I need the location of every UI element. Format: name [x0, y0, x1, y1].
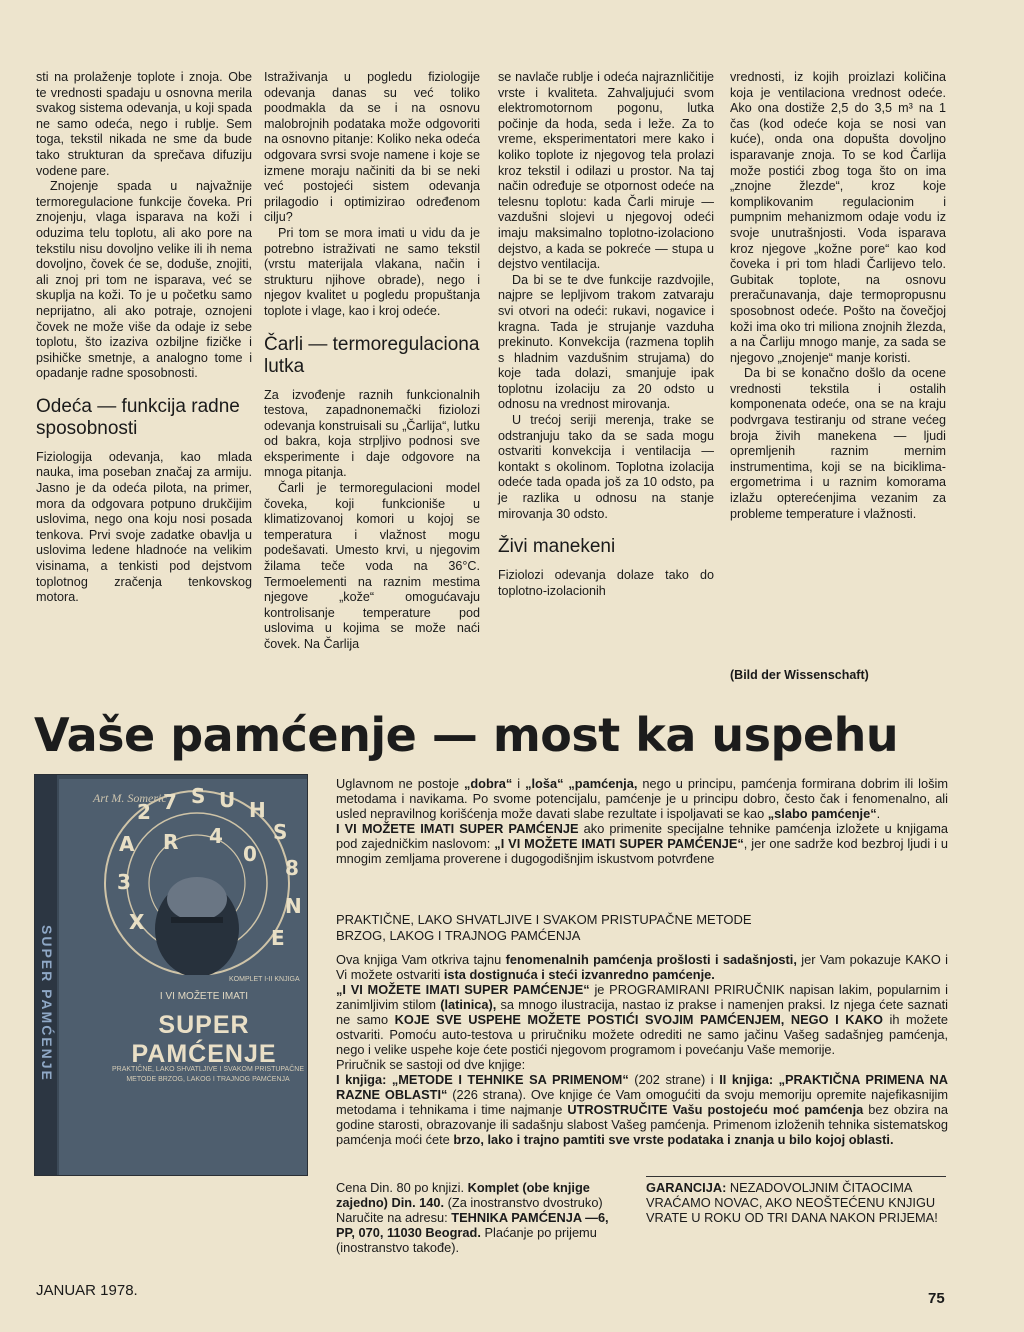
- guarantee-note: [646, 1180, 946, 1225]
- ad-headline: Vaše pamćenje — most ka uspehu: [34, 708, 899, 762]
- paragraph: sti na prolaženje toplote i znoja. Obe te vrednosti spadaju u osnovna merila svakog sistema odevanja, u koji spada ne samo odeća, nego i rublje. Sem toga, tekstil nikada ne sme da bude tako strukturan da sprečava difuziju vodene pare.: [36, 70, 252, 178]
- paragraph: Fiziolozi odevanja dolaze tako do toplotno-izolacionih: [498, 568, 714, 598]
- svg-text:0: 0: [243, 842, 257, 866]
- memory-head-illustration: [59, 779, 308, 975]
- text: Ova knjiga Vam otkriva tajnu: [336, 952, 506, 967]
- text: (202 strane) i: [628, 1072, 720, 1087]
- paragraph: U trećoj seriji merenja, trake se odstranjuju tako da se sada mogu ostvariti konvekcija i ventilacija — kontakt s okolinom. Toplotna izolacija odeće tada opada još za 10 odsto, pa je razlika u odnosu na stanje mirovanja 30 odsto.: [498, 413, 714, 521]
- section-heading: Odeća — funkcija radne sposobnosti: [36, 395, 240, 439]
- svg-text:2: 2: [137, 800, 151, 824]
- text: (Za inostranstvo dvostruko): [444, 1195, 603, 1210]
- text: i: [512, 776, 526, 791]
- book-tagline: PRAKTIČNE, LAKO SHVATLJIVE I SVAKOM PRISTUPAČNE METODE BRZOG, LAKOG I TRAJNOG PAMĆENJA: [111, 1066, 305, 1083]
- text: ih možete ostvariti. Pomoću auto-testova u priručniku možete odrediti ne samo jačinu Vašeg sadašnjeg pamćenja, nego i velike uspehe koje ćete postići njegovom programom i povećanju Vaše memorije.: [336, 1012, 948, 1057]
- book-title: SUPER PAMĆENJE: [131, 1011, 277, 1068]
- svg-text:4: 4: [209, 824, 223, 848]
- svg-text:7: 7: [163, 790, 177, 814]
- paragraph: se navlače rublje i odeća najraznličitije vrste i kvaliteta. Zahvaljujući svom elektromotornom pogonu, lutka počinje da hoda, seda i leže. Za to vreme, eksperimentatori mere kako i koliko toplote iz njegovog tela prolazi kroz tekstil i odilazi u prostor. Na taj način određuje se otpornost odeće na telesnu toplotu: kada Čarli miruje — vazdušni slojevi u njegovoj odeći imaju maksimalno toplotno-izolaciono dejstvo, a kada se pokreće — stupa u dejstvo ventilacija.: [498, 70, 714, 272]
- paragraph: Znojenje spada u najvažnije termoregulacione funkcije čoveka. Pri znojenju, vlaga isparava na koži i oduzima telu toplotu, ali ako pore na tekstilu nisu dovoljno velike ili ih nema dovoljno, čovek će se, doduše, znojiti, ali znoj pri tom ne isparava, već se skuplja na koži. To je u početku samo neprijatno, ali ako potraje, oznojeni čovek ne može više da odaje iz sebe toplotu, što izaziva ozbiljne fizičke i psihičke smetnje, a analogno tome i opadanje radne sposobnosti.: [36, 179, 252, 381]
- paragraph: vrednosti, iz kojih proizlazi količina koja je ventilaciona vrednost odeće. Ako ona dostiže 2,5 do 3,5 m³ na 1 čas (kod odeće koja se nosi van kuće), onda ona dopušta dovoljno isparavanje znoja. To se kod Čarlija može postići zbog toga što on ima „znojne žlezde“, kroz koje komplikovanim regulacionim i pumpnim mehanizmom odaje vodu iz svoje unutrašnjosti. Voda isparava kroz njegove „kožne pore“ kao kod čoveka i pri tom hladi Čarlijevo telo. Gubitak toplote, na osnovu preračunavanja, daje termopropusnu sposobnost odeće. Pošto na čovečjoj koži ima oko tri miliona znojnih žlezda, a na Čarliju mnogo manje, za sada se njegovo „znojenje“ manje koristi.: [730, 70, 946, 365]
- text: sa mnogo ilustracija, nastao iz prakse i namenjen praksi. Iz njega ćete saznati ne samo: [336, 997, 948, 1027]
- text: ista dostignuća i steći izvanredno pamćenje.: [443, 967, 715, 982]
- text: (226 strana). Ove knjige će Vam omogućiti da svoju memoriju opremite najefikasnijim metodama i tehnikama i time najmanje: [336, 1087, 948, 1117]
- text: Cena Din. 80 po knjizi.: [336, 1180, 468, 1195]
- svg-text:A: A: [119, 832, 135, 856]
- text: Priručnik se sastoji od dve knjige:: [336, 1057, 526, 1072]
- text: II knjiga: „PRAKTIČNA PRIMENA NA RAZNE OBLASTI“: [336, 1072, 948, 1102]
- text: Komplet (obe knjige zajedno) Din. 140.: [336, 1180, 590, 1210]
- svg-text:S: S: [273, 820, 288, 844]
- text: fenomenalnih pamćenja prošlosti i sadašnjosti,: [505, 952, 797, 967]
- article-column-1: [36, 70, 252, 606]
- text: nego u principu, pamćenja formirana dobrim ili lošim metodama i navikama. Po svome potencijalu, pamćenje je u principu dobro, često čak i fenomenalno, ali usled nepravilnog korišćenja može davati slabe rezultate i ispoljavati se kao: [336, 776, 948, 821]
- book-cover: [59, 779, 308, 1175]
- paragraph: Da bi se konačno došlo da ocene vrednosti tekstila i ostalih komponenata odeće, ona se na kraju podvrgava testiranju od strane većeg broja živih manekena — ljudi opremljenih raznim mernim instrumentima, koji se na biciklima-ergometrima i u raznim komorama izlažu opterećenjima vezanim za probleme temperature i vlažnosti.: [730, 366, 946, 521]
- book-set-tag: KOMPLET I-II KNJIGA: [229, 976, 300, 983]
- text: GARANCIJA:: [646, 1180, 727, 1195]
- book-author: Art M. Somerić: [93, 791, 167, 805]
- text: ako primenite specijalne tehnike pamćenja izložete u knjigama pod zajedničkim naslovom:: [336, 821, 948, 851]
- text: „loša“ „pamćenja,: [525, 776, 638, 791]
- svg-text:3: 3: [117, 870, 131, 894]
- paragraph: Da bi se te dve funkcije razdvojile, najpre se lepljivom trakom zatvaraju svi otvori na odeći: rukavi, nogavice i kragna. Tada je strujanje vazduha prekinuto. Konvekcija (razmena toplih s hladnim vazdušnim strujama) do koje tada dolazi, smanjuje ipak toplotnu izolaciju za 20 odsto u odnosu na vrednost mirovanja.: [498, 272, 714, 412]
- book-spine-title: SUPER PAMĆENJE: [39, 925, 55, 1082]
- text: Naručite na adresu:: [336, 1210, 452, 1225]
- svg-text:X: X: [129, 910, 145, 934]
- source-credit: (Bild der Wissenschaft): [730, 668, 869, 682]
- ad-subheading: PRAKTIČNE, LAKO SHVATLJIVE I SVAKOM PRISTUPAČNE METODE BRZOG, LAKOG I TRAJNOG PAMĆENJA: [336, 912, 752, 943]
- text: je PROGRAMIRANI PRIRUČNIK napisan lakim, popularnim i zanimljivim stilom: [336, 982, 948, 1012]
- paragraph: Istraživanja u pogledu fiziologije odevanja danas su već toliko poodmakla da se i na osnovu malobrojnih podataka može odgovoriti na osnovno pitanje: Koliko neka odeća odgovara svrsi svoje namene i koje se izmene moraju načiniti da bi se neki već postojeći sistem odevanja prilagodio i optimizirao određenom cilju?: [264, 70, 480, 225]
- paragraph: Čarli je termoregulacioni model čoveka, koji funkcioniše u klimatizovanoj komori u kojoj se temperatura i vlažnost mogu podešavati. Umesto krvi, u njegovim žilama teče voda na 36°C. Termoelementi na raznim mestima njegove „kože“ omogućavaju kontrolisanje temperature pod uslovima u kojima se može naći čovek. Na Čarlija: [264, 481, 480, 651]
- svg-text:S: S: [191, 784, 206, 808]
- svg-text:R: R: [163, 830, 179, 854]
- svg-text:E: E: [271, 926, 285, 950]
- svg-text:N: N: [285, 894, 302, 918]
- text: jer Vam pokazuje KAKO i Vi možete ostvariti: [336, 952, 948, 982]
- text: „I VI MOŽETE IMATI SUPER PAMĆENJE“: [336, 982, 590, 997]
- text: Plaćanje po prijemu (inostranstvo takođe).: [336, 1225, 597, 1255]
- book-spine: [35, 775, 57, 1175]
- book-subtitle: I VI MOŽETE IMATI: [159, 991, 249, 1002]
- svg-text:H: H: [249, 798, 266, 822]
- article-column-2: [264, 70, 480, 653]
- article-column-4: [730, 70, 946, 522]
- ad-body: [336, 952, 948, 1147]
- text: „I VI MOŽETE IMATI SUPER PAMĆENJE“: [494, 836, 744, 851]
- text: .: [876, 806, 881, 821]
- text: I VI MOŽETE IMATI SUPER PAMĆENJE: [336, 821, 579, 836]
- divider: [646, 1176, 946, 1177]
- section-heading: Živi manekeni: [498, 536, 616, 558]
- text: , jer one sadrže kod bezbroj ljudi i u mnogim zemljama proverene i dugogodišnjim iskustvom potvrđene: [336, 836, 948, 866]
- price-info: [336, 1180, 630, 1255]
- svg-text:8: 8: [285, 856, 299, 880]
- text: „slabo pamćenje“: [767, 806, 877, 821]
- book-cover-image: [34, 774, 308, 1176]
- paragraph: Fiziologija odevanja, kao mlada nauka, ima poseban značaj za armiju. Jasno je da odeća pilota, na primer, mora da odgovara potpuno drukčijim uslovima, nego ona koju nosi posada tenkova. Prvi svoje zadatke obavlja u uslovima ledene hladnoće na velikim visinama, a tenkisti pod dejstvom toplotnog zračenja tenkovskog motora.: [36, 449, 252, 605]
- text: UTROSTRUČITE Vašu postojeću moć pamćenja: [567, 1102, 864, 1117]
- svg-text:U: U: [219, 788, 236, 812]
- section-heading: Čarli — termoregulaciona lutka: [264, 333, 480, 377]
- text: KOJE SVE USPEHE MOŽETE POSTIĆI SVOJIM PAMĆENJEM, NEGO I KAKO: [394, 1012, 883, 1027]
- text: I knjiga: „METODE I TEHNIKE SA PRIMENOM“: [336, 1072, 629, 1087]
- paragraph: Za izvođenje raznih funkcionalnih testova, zapadnonemački fiziolozi odevanja konstruisali su „Čarlija“, lutku od bakra, koja strpljivo podnosi sve eksperimente i daje odgovore na mnoga pitanja.: [264, 387, 480, 480]
- text: NEZADOVOLJNIM ČITAOCIMA VRAĆAMO NOVAC, AKO NEOŠTEĆENU KNJIGU VRATE U ROKU OD TRI DANA NAKON PRIJEMA!: [646, 1180, 938, 1225]
- text: bez obzira na godine starosti, obrazovanje ili sadašnju slabost Vašeg pamćenja. Primenom izloženih tehnika sistematskog pamćenja moći ćete: [336, 1102, 948, 1147]
- article-column-3: [498, 70, 714, 599]
- ad-intro: [336, 776, 948, 866]
- text: (latinica),: [440, 997, 497, 1012]
- text: „dobra“: [463, 776, 513, 791]
- text: brzo, lako i trajno pamtiti sve vrste podataka i znanja u bilo kojoj oblasti.: [453, 1132, 894, 1147]
- text: Uglavnom ne postoje: [336, 776, 464, 791]
- text: TEHNIKA PAMĆENJA —6, PP, 070, 11030 Beograd.: [336, 1210, 609, 1240]
- page-number: 75: [928, 1290, 945, 1307]
- issue-date: JANUAR 1978.: [36, 1282, 138, 1299]
- paragraph: Pri tom se mora imati u vidu da je potrebno istraživati ne samo tekstil (vrstu materijala vlakana, način i strukturu njihove obrade), nego i njegov kvalitet u pogledu propuštanja toplote i vlage, kao i kroj odeće.: [264, 225, 480, 318]
